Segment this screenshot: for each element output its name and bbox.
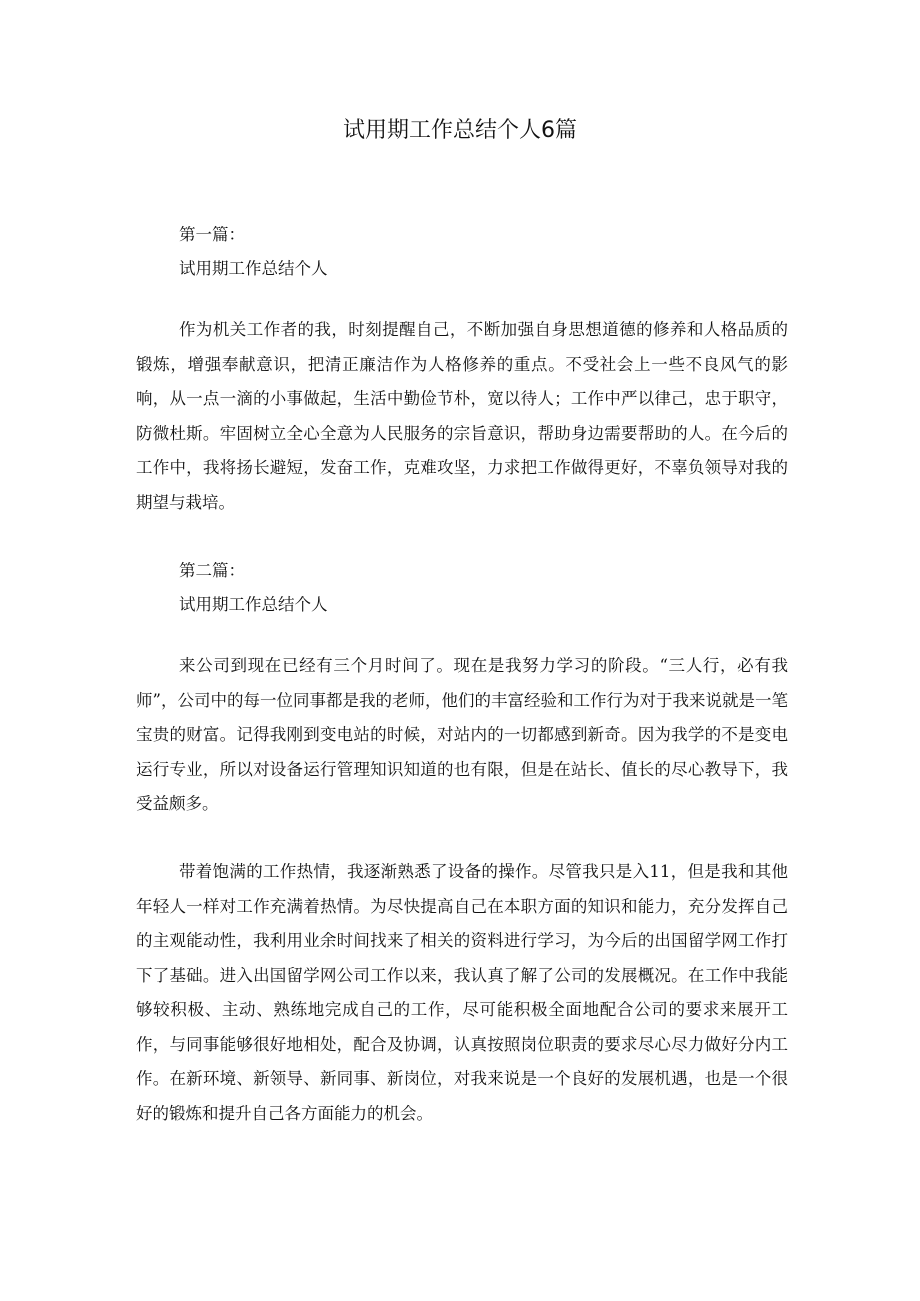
section-heading: 第二篇： [179, 561, 245, 580]
section-heading: 第一篇： [179, 225, 245, 244]
document-title: 试用期工作总结个人6篇 [343, 118, 577, 143]
paragraph: 作为机关工作者的我，时刻提醒自己，不断加强自身思想道德的修养和人格品质的锻炼，增强奉献意识，把清正廉洁作为人格修养的重点。不受社会上一些不良风气的影响，从一点一滴的小事做起，生活中勤俭节朴，宽以待人；工作中严以律己，忠于职守，防微杜斯。牢固树立全心全意为人民服务的宗旨意识，帮助身边需要帮助的人。在今后的工作中，我将扬长避短，发奋工作，克难攻坚，力求把工作做得更好，不辜负领导对我的期望与栽培。 [136, 320, 788, 512]
section-subheading: 试用期工作总结个人 [179, 259, 328, 278]
section-2 [136, 554, 788, 622]
section-1-body [136, 313, 788, 520]
section-1 [136, 218, 788, 286]
section-2-body-1 [136, 649, 788, 822]
paragraph: 来公司到现在已经有三个月时间了。现在是我努力学习的阶段。“三人行，必有我师”，公司中的每一位同事都是我的老师，他们的丰富经验和工作行为对于我来说就是一笔宝贵的财富。记得我刚到变电站的时候，对站内的一切都感到新奇。因为我学的不是变电运行专业，所以对设备运行管理知识知道的也有限，但是在站长、值长的尽心教导下，我受益颇多。 [136, 656, 788, 813]
section-2-body-2 [136, 855, 788, 1131]
paragraph: 带着饱满的工作热情，我逐渐熟悉了设备的操作。尽管我只是入11，但是我和其他年轻人一样对工作充满着热情。为尽快提高自己在本职方面的知识和能力，充分发挥自己的主观能动性，我利用业余时间找来了相关的资料进行学习，为今后的出国留学网工作打下了基础。进入出国留学网公司工作以来，我认真了解了公司的发展概况。在工作中我能够较积极、主动、熟练地完成自己的工作，尽可能积极全面地配合公司的要求来展开工作，与同事能够很好地相处，配合及协调，认真按照岗位职责的要求尽心尽力做好分内工作。在新环境、新领导、新同事、新岗位，对我来说是一个良好的发展机遇，也是一个很好的锻炼和提升自己各方面能力的机会。 [136, 862, 788, 1123]
section-subheading: 试用期工作总结个人 [179, 595, 328, 614]
